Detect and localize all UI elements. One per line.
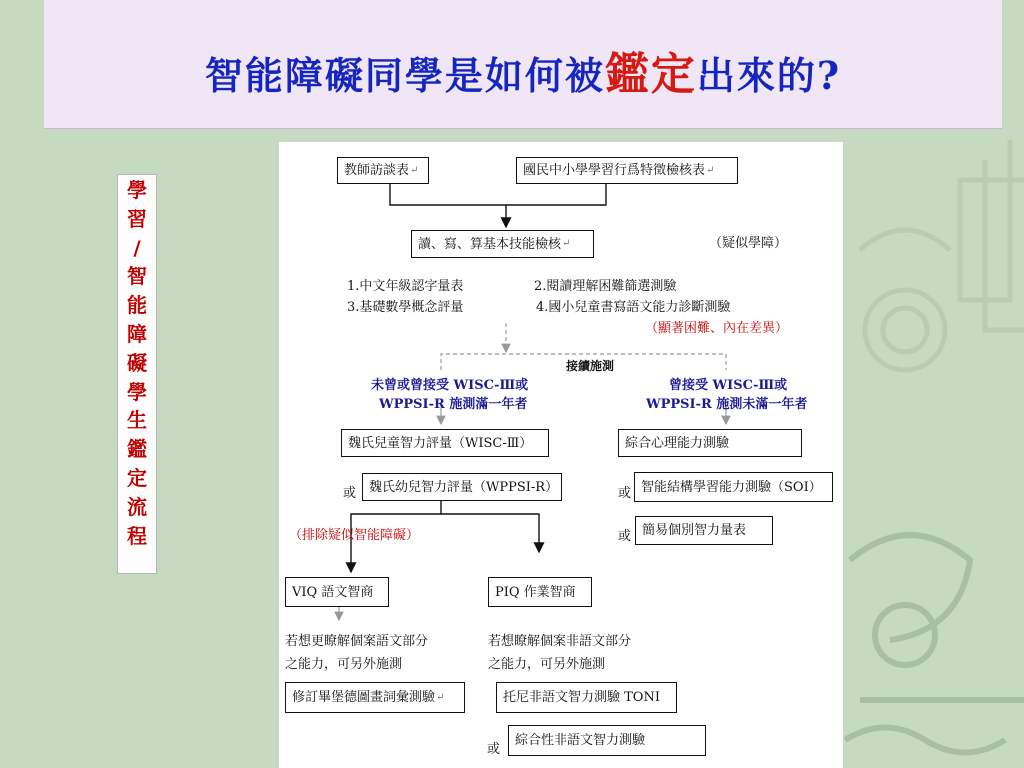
suspected-note: （疑似學障）: [709, 236, 788, 251]
box-label: PIQ 作業智商: [495, 584, 576, 600]
piq-note: 若想瞭解個案非語文部分: [488, 634, 632, 649]
box-label: 智能結構學習能力測驗（SOI）: [641, 479, 822, 495]
box-label: 教師訪談表: [344, 163, 410, 178]
wisc-box: [341, 429, 549, 457]
side-label-char: 智: [127, 264, 147, 289]
box-label: 綜合心理能力測驗: [625, 435, 730, 451]
side-label-char: 程: [127, 523, 147, 548]
connector-top-merge: [390, 184, 606, 205]
or-label: 或: [487, 742, 501, 757]
difficulty-note: （顯著困難、內在差異）: [645, 321, 789, 336]
right-condition: 曾接受 WISC-Ⅲ或: [669, 378, 788, 393]
or-label: 或: [618, 486, 632, 501]
side-label-char: 礙: [127, 350, 147, 375]
box-label: 讀、寫、算基本技能檢核: [418, 236, 562, 252]
behavior-checklist-box: [516, 157, 738, 184]
side-label-char: 定: [127, 465, 147, 490]
test-item: 1.中文年級認字量表: [347, 279, 464, 294]
psych-ability-box: [618, 429, 802, 457]
flowchart-panel: [279, 142, 843, 768]
side-label-char: 學: [127, 178, 147, 202]
connector-branch-left: [351, 514, 441, 572]
title-question-mark: ?: [816, 53, 842, 98]
slide-title: [44, 38, 1002, 102]
title-text: 智能障礙同學是如何被: [204, 53, 605, 98]
box-label: 魏氏兒童智力評量（WISC-Ⅲ）: [348, 435, 533, 451]
toni-box: [496, 682, 677, 713]
return-arrow-icon: ↵: [436, 691, 445, 703]
side-label-char: /: [133, 235, 141, 260]
box-label: 簡易個別智力量表: [642, 523, 747, 538]
test-item: 4.國小兒童書寫語文能力診斷測驗: [536, 300, 731, 315]
side-label-char: 障: [127, 321, 147, 346]
title-highlight: 鑑定: [604, 49, 697, 100]
side-label-char: 鑑: [127, 437, 147, 462]
piq-box: [488, 577, 592, 607]
side-label-char: 流: [127, 494, 147, 519]
left-condition: 未曾或曾接受 WISC-Ⅲ或: [371, 378, 529, 393]
ppvt-box: [285, 682, 465, 713]
continue-testing-label: 接續施測: [566, 359, 615, 373]
box-label: 托尼非語文智力測驗 TONI: [503, 690, 660, 705]
viq-note: 若想更瞭解個案語文部分: [285, 634, 429, 649]
side-label-char: 學: [127, 379, 147, 404]
test-item: 3.基礎數學概念評量: [347, 300, 464, 315]
box-label: 國民中小學學習行爲特徵檢核表: [523, 163, 706, 178]
cnit-box: [508, 725, 706, 756]
bronze-pattern-bottom-right: [845, 535, 1024, 753]
teacher-interview-box: [337, 157, 429, 184]
test-item: 2.閱讀理解困難篩選測驗: [534, 279, 677, 294]
or-label: 或: [618, 529, 632, 544]
box-label: 修訂畢堡德圖畫詞彙測驗: [292, 690, 436, 705]
viq-box: [285, 577, 389, 607]
box-label: 魏氏幼兒智力評量（WPPSI-R）: [369, 479, 559, 495]
exclude-note: （排除疑似智能障礙）: [289, 528, 420, 543]
side-label-char: 生: [127, 408, 147, 433]
or-label: 或: [343, 486, 357, 501]
title-text-end: 出來的: [696, 53, 817, 98]
return-arrow-icon: ↵: [706, 164, 715, 176]
connector-to-branches: [441, 497, 539, 552]
wppsi-box: [362, 473, 562, 501]
vertical-side-label: [117, 174, 157, 574]
simple-iq-box: [635, 516, 773, 545]
basic-skills-box: [411, 230, 594, 258]
left-condition: WPPSI-R 施測滿一年者: [379, 397, 528, 412]
return-arrow-icon: ↵: [410, 164, 419, 176]
box-label: 綜合性非語文智力測驗: [515, 733, 646, 748]
bronze-pattern-top-right: [860, 140, 1024, 370]
box-label: VIQ 語文智商: [292, 584, 374, 600]
title-banner: [44, 0, 1002, 129]
viq-note: 之能力，可另外施測: [285, 657, 403, 672]
side-label-char: 能: [127, 293, 147, 318]
right-condition: WPPSI-R 施測未滿一年者: [646, 397, 808, 412]
piq-note: 之能力，可另外施測: [488, 657, 606, 672]
side-label-char: 習: [127, 206, 147, 231]
soi-box: [634, 472, 833, 502]
return-arrow-icon: ↵: [562, 238, 571, 249]
